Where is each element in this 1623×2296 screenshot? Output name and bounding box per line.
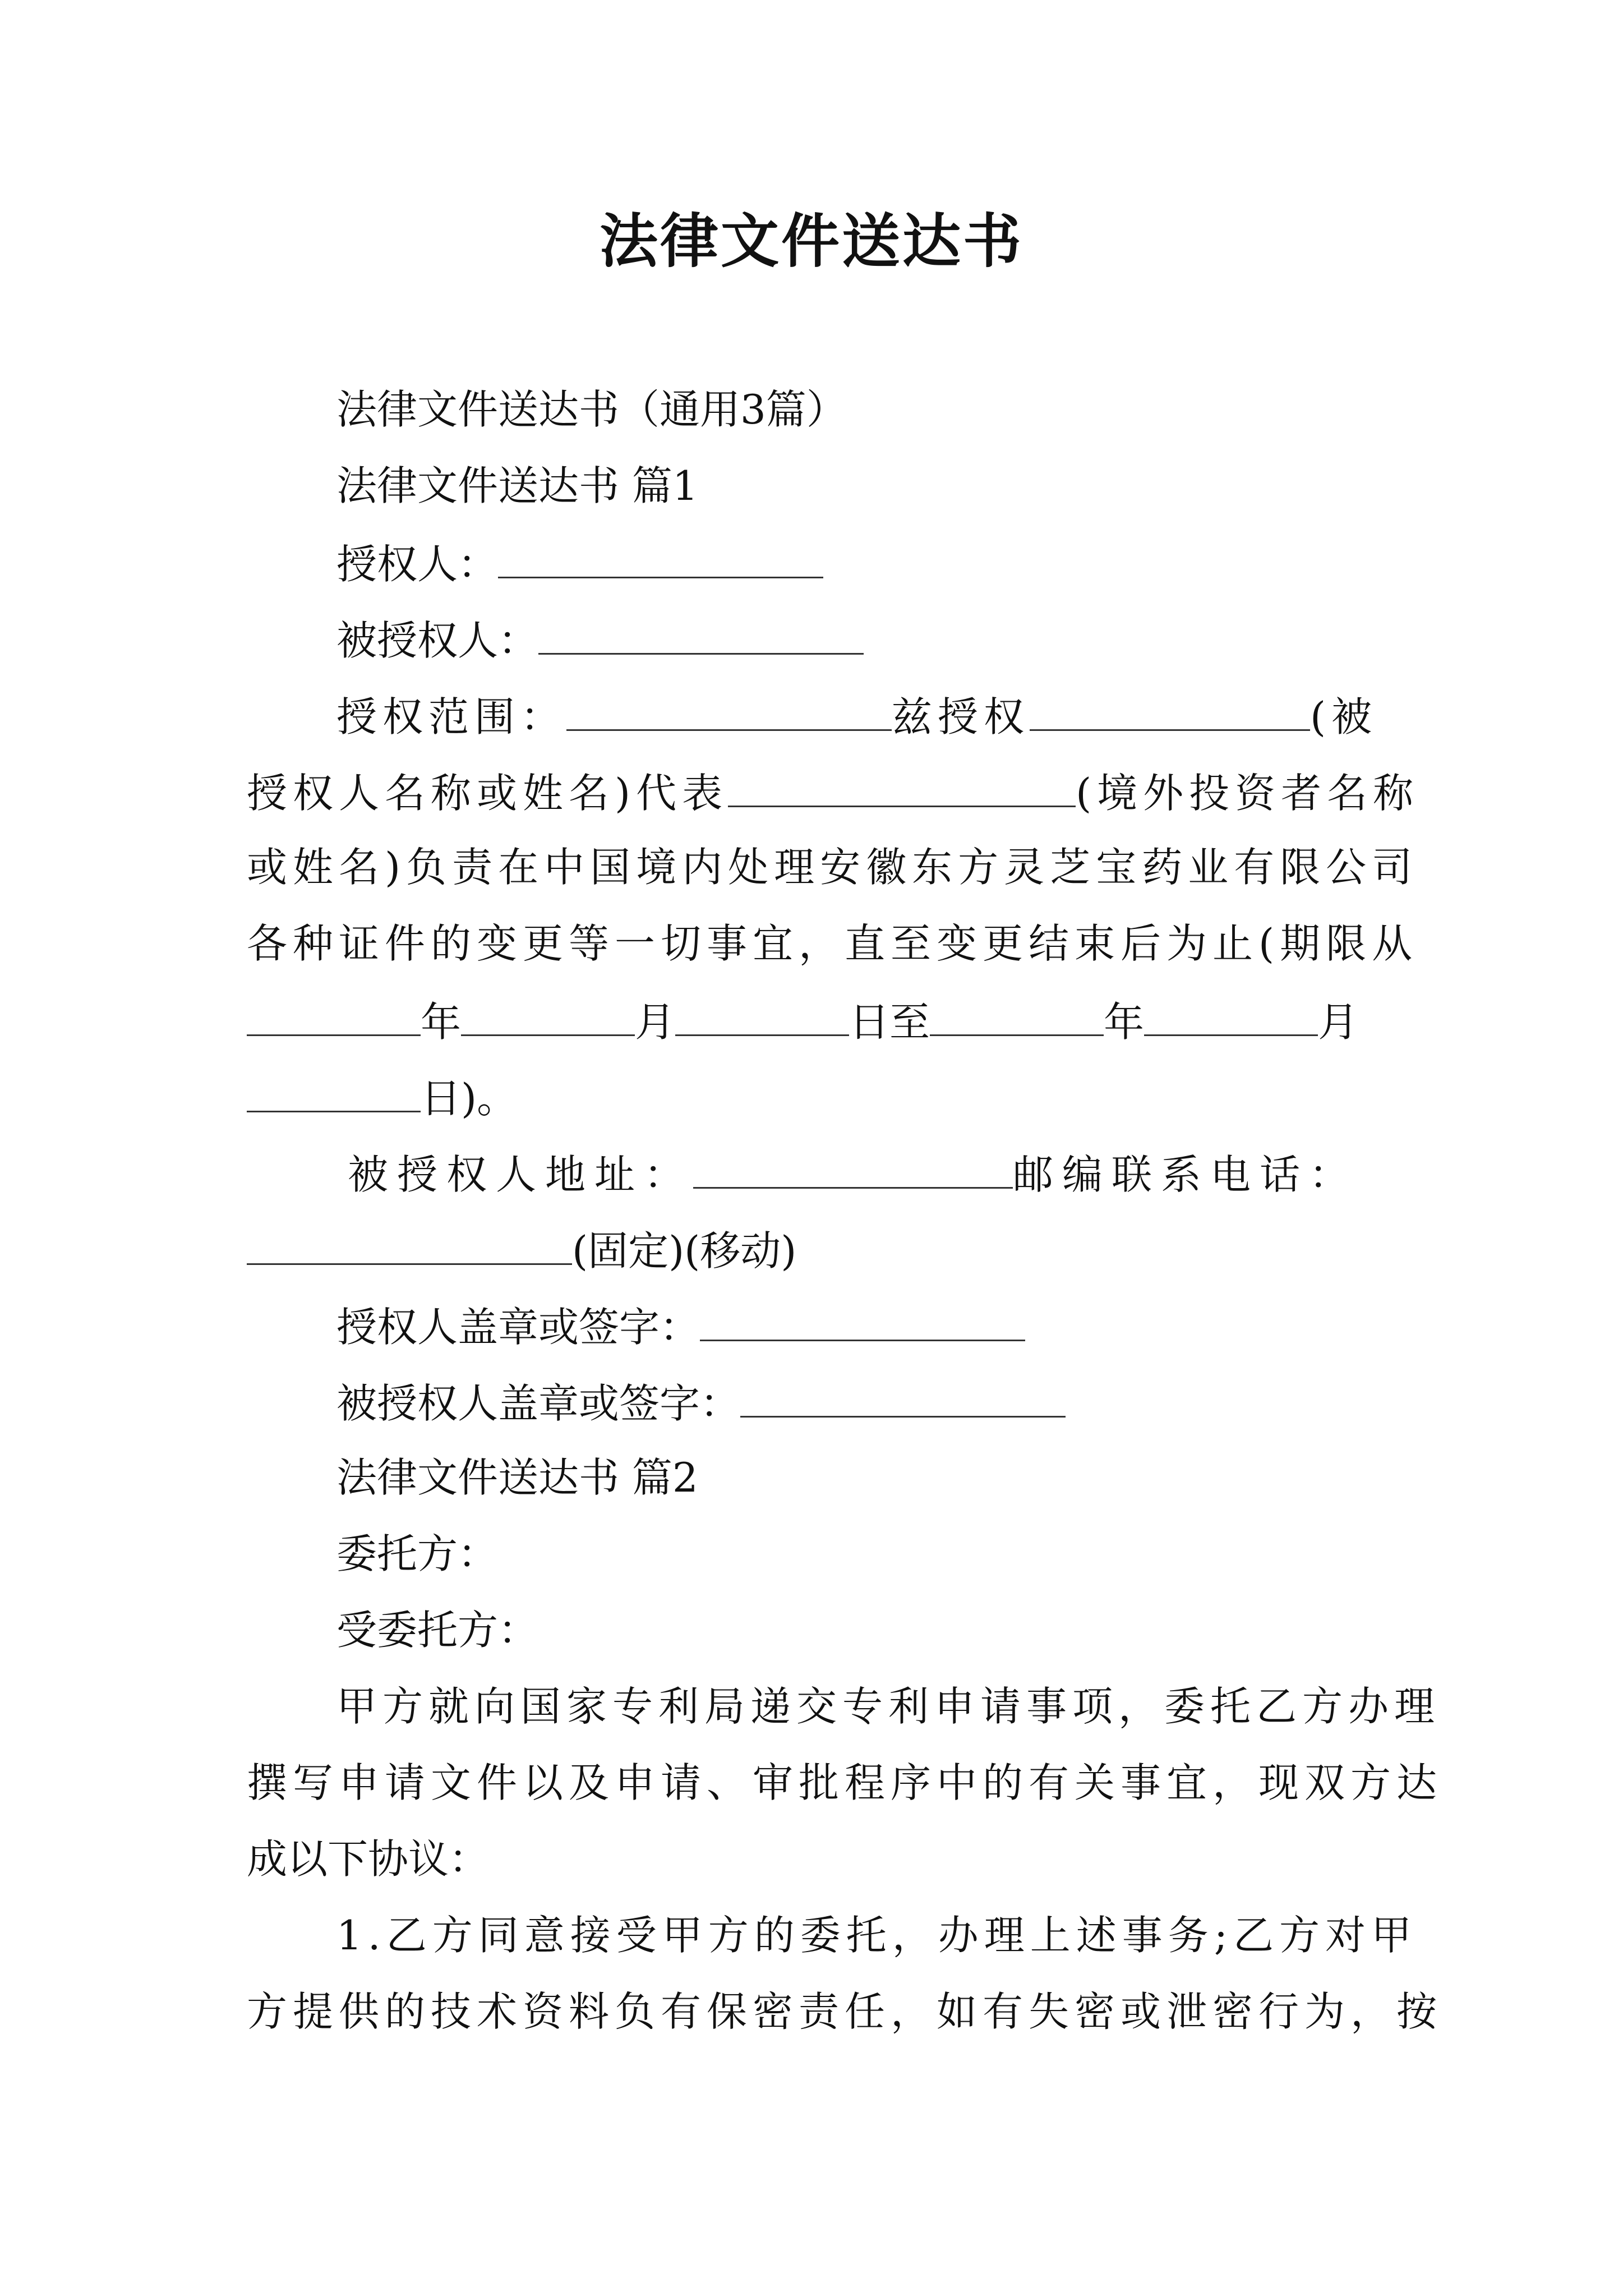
paragraph1-line1: 甲方就向国家专利局递交专利申请事项，委托乙方办理: [336, 1683, 1441, 1730]
principal-label: 委托方：: [336, 1530, 499, 1577]
scope-line-2: [247, 769, 1419, 817]
scope-blank: [566, 692, 892, 731]
grantor-sign-label: 授权人盖章或签字：: [336, 1304, 700, 1351]
document-heading: 法律文件送达书（通用3篇）: [336, 386, 847, 433]
address-line: [348, 1150, 1385, 1197]
scope-line-3: 或姓名)负责在中国境内处理安徽东方灵芝宝药业有限公司: [247, 844, 1418, 891]
scope-line: [336, 692, 1385, 739]
end-day-text: 日)。: [421, 1075, 518, 1122]
address-blank: [693, 1150, 1013, 1189]
paragraph2-line2: 方提供的技术资料负有保密责任，如有失密或泄密行为，按: [247, 1988, 1443, 2035]
start-month-unit: 月: [635, 999, 676, 1046]
grantee-label: 被授权人：: [336, 617, 539, 664]
start-month-blank: [461, 997, 635, 1036]
grantor-line: [336, 540, 1385, 587]
scope-line-2-text-b: (境外投资者名称: [1076, 770, 1419, 817]
scope-line-4: 各种证件的变更等一切事宜，直至变更结束后为止(期限从: [247, 920, 1418, 967]
grantee-sign-line: [336, 1379, 1385, 1426]
phone-types: (固定)(移动): [572, 1227, 797, 1274]
grantor-blank: [498, 540, 823, 578]
grantee-blank: [538, 616, 864, 655]
day-to-text: 日至: [849, 999, 930, 1046]
document-title: 法律文件送达书: [599, 206, 1023, 275]
scope-label: 授权范围：: [336, 693, 567, 740]
grantee-name-blank: [1030, 692, 1310, 731]
postcode-phone-label: 邮编联系电话：: [1013, 1151, 1359, 1198]
end-month-blank: [1144, 997, 1318, 1036]
phone-blank: [247, 1226, 572, 1265]
paragraph2-line1: 1.乙方同意接受甲方的委托，办理上述事务;乙方对甲: [336, 1912, 1417, 1959]
scope-zi: 兹授权: [892, 693, 1030, 740]
grantor-sign-blank: [700, 1303, 1025, 1341]
start-year-blank: [247, 997, 421, 1036]
grantor-sign-line: [336, 1303, 1385, 1350]
start-year-unit: 年: [421, 999, 462, 1046]
end-year-blank: [930, 997, 1104, 1036]
end-year-unit: 年: [1104, 999, 1145, 1046]
phone-line: [247, 1226, 1385, 1273]
grantee-sign-label: 被授权人盖章或签字：: [336, 1380, 741, 1427]
end-day-blank: [247, 1074, 421, 1112]
paragraph1-line3: 成以下协议：: [247, 1835, 490, 1883]
section2-heading: 法律文件送达书 篇2: [336, 1454, 698, 1501]
start-day-blank: [675, 997, 849, 1036]
address-label: 被授权人地址：: [348, 1151, 694, 1198]
grantee-line: [336, 616, 1385, 663]
paragraph1-line2: 撰写申请文件以及申请、审批程序中的有关事宜，现双方达: [247, 1759, 1443, 1806]
agent-label: 受委托方：: [336, 1607, 539, 1654]
section1-heading: 法律文件送达书 篇1: [336, 462, 698, 509]
grantor-label: 授权人：: [336, 541, 499, 588]
scope-bei: (被: [1310, 693, 1378, 740]
scope-line-2-text-a: 授权人名称或姓名)代表: [247, 770, 728, 817]
date-range-line: [247, 997, 1385, 1045]
date-end-line: [247, 1074, 1385, 1121]
investor-rep-blank: [728, 769, 1076, 807]
grantee-sign-blank: [740, 1379, 1066, 1418]
end-month-unit: 月: [1318, 999, 1359, 1046]
